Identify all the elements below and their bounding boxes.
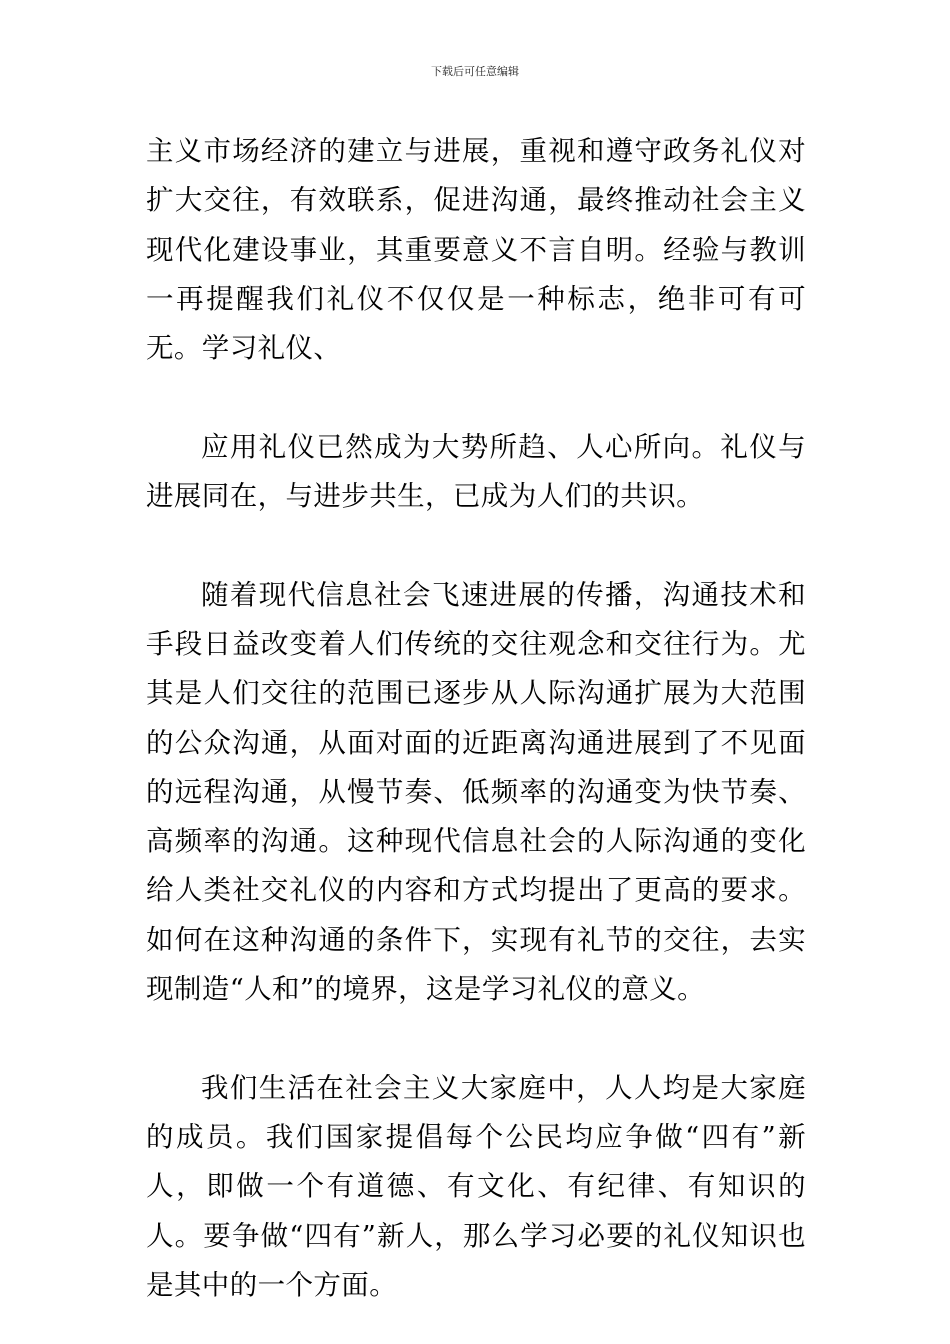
paragraph-1: 主义市场经济的建立与进展，重视和遵守政务礼仪对扩大交往，有效联系，促进沟通，最终推动社会主义现代化建设事业，其重要意义不言自明。经验与教训一再提醒我们礼仪不仅仅是一种标志，绝非可有可无。学习礼仪、 (146, 135, 806, 365)
page-header: 下载后可任意编辑 (431, 65, 519, 78)
paragraph-3: 随着现代信息社会飞速进展的传播，沟通技术和手段日益改变着人们传统的交往观念和交往行为。尤其是人们交往的范围已逐步从人际沟通扩展为大范围的公众沟通，从面对面的近距离沟通进展到了不见面的远程沟通，从慢节奏、低频率的沟通变为快节奏、高频率的沟通。这种现代信息社会的人际沟通的变化给人类社交礼仪的内容和方式均提出了更高的要求。如何在这种沟通的条件下，实现有礼节的交往，去实现制造“人和”的境界，这是学习礼仪的意义。 (146, 578, 806, 1006)
document-body (146, 127, 806, 1310)
paragraph-2: 应用礼仪已然成为大势所趋、人心所向。礼仪与进展同在，与进步共生，已成为人们的共识。 (146, 430, 806, 513)
paragraph-4: 我们生活在社会主义大家庭中，人人均是大家庭的成员。我们国家提倡每个公民均应争做“四有”新人，即做一个有道德、有文化、有纪律、有知识的人。要争做“四有”新人，那么学习必要的礼仪知识也是其中的一个方面。 (146, 1071, 806, 1301)
